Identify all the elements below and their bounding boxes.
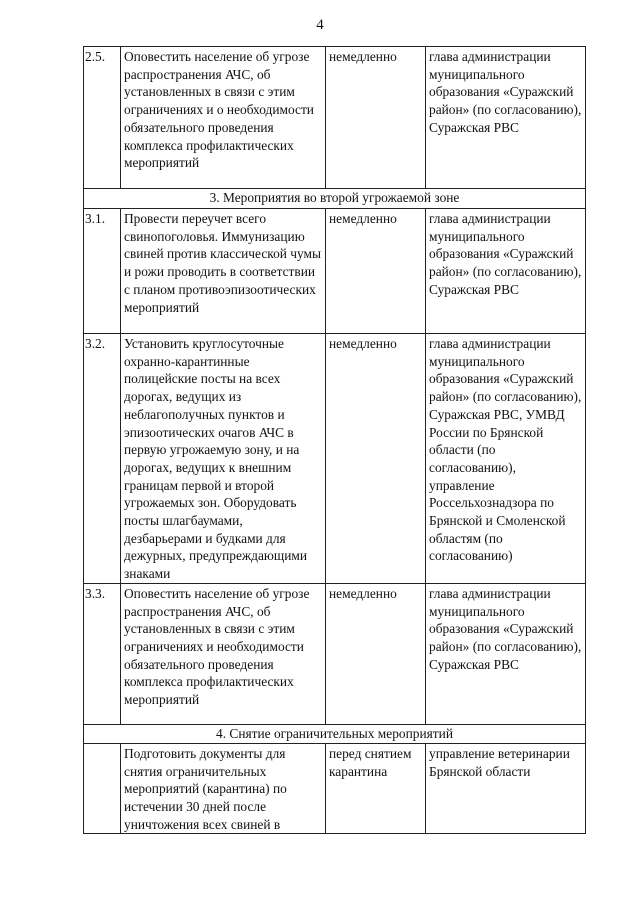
row-action: Провести переучет всего свинопоголовья. Иммунизацию свиней против классической чумы и рожи проводить в соответствии с планом противоэпизоотических мероприятий	[121, 209, 326, 334]
row-number: 2.5.	[84, 47, 121, 189]
row-responsible: глава администрации муниципального образования «Суражский район» (по согласованию), Суражская РВС	[426, 583, 586, 724]
row-action: Оповестить население об угрозе распространения АЧС, об установленных в связи с этим ограничениях и о необходимости обязательного проведения комплекса профилактических мероприятий	[121, 47, 326, 189]
row-action: Установить круглосуточные охранно-карантинные полицейские посты на всех дорогах, ведущих из неблагополучных пунктов и эпизоотических очагов АЧС в первую угрожаемую зону, и на дорогах, ведущих к внешним границам первой и второй угрожаемых зон. Оборудовать посты шлагбаумами, дезбарьерами и будками для дежурных, предупреждающими знаками	[121, 334, 326, 584]
row-term: немедленно	[326, 47, 426, 189]
row-number: 3.1.	[84, 209, 121, 334]
row-responsible: глава администрации муниципального образования «Суражский район» (по согласованию), Суражская РВС	[426, 47, 586, 189]
section-title: 3. Мероприятия во второй угрожаемой зоне	[84, 189, 586, 209]
measures-table	[83, 46, 586, 834]
row-responsible: глава администрации муниципального образования «Суражский район» (по согласованию), Суражская РВС, УМВД России по Брянской области (по согласованию), управление Россельхознадзора по Брянской и Смоленской областям (по согласованию)	[426, 334, 586, 584]
row-action: Подготовить документы для снятия ограничительных мероприятий (карантина) по истечении 30 дней после уничтожения всех свиней в	[121, 743, 326, 834]
table-row	[84, 47, 586, 189]
row-responsible: управление ветеринарии Брянской области	[426, 743, 586, 834]
section-row	[84, 189, 586, 209]
section-title: 4. Снятие ограничительных мероприятий	[84, 724, 586, 743]
row-action: Оповестить население об угрозе распространения АЧС, об установленных в связи с этим ограничениях и необходимости обязательного проведения комплекса профилактических мероприятий	[121, 583, 326, 724]
row-term: перед снятием карантина	[326, 743, 426, 834]
row-number: 3.2.	[84, 334, 121, 584]
table-row	[84, 334, 586, 584]
table-row	[84, 209, 586, 334]
row-number: 3.3.	[84, 583, 121, 724]
row-number	[84, 743, 121, 834]
row-term: немедленно	[326, 334, 426, 584]
row-term: немедленно	[326, 583, 426, 724]
row-responsible: глава администрации муниципального образования «Суражский район» (по согласованию), Суражская РВС	[426, 209, 586, 334]
page-number: 4	[316, 17, 324, 33]
table-row	[84, 743, 586, 834]
table-row	[84, 583, 586, 724]
section-row	[84, 724, 586, 743]
row-term: немедленно	[326, 209, 426, 334]
